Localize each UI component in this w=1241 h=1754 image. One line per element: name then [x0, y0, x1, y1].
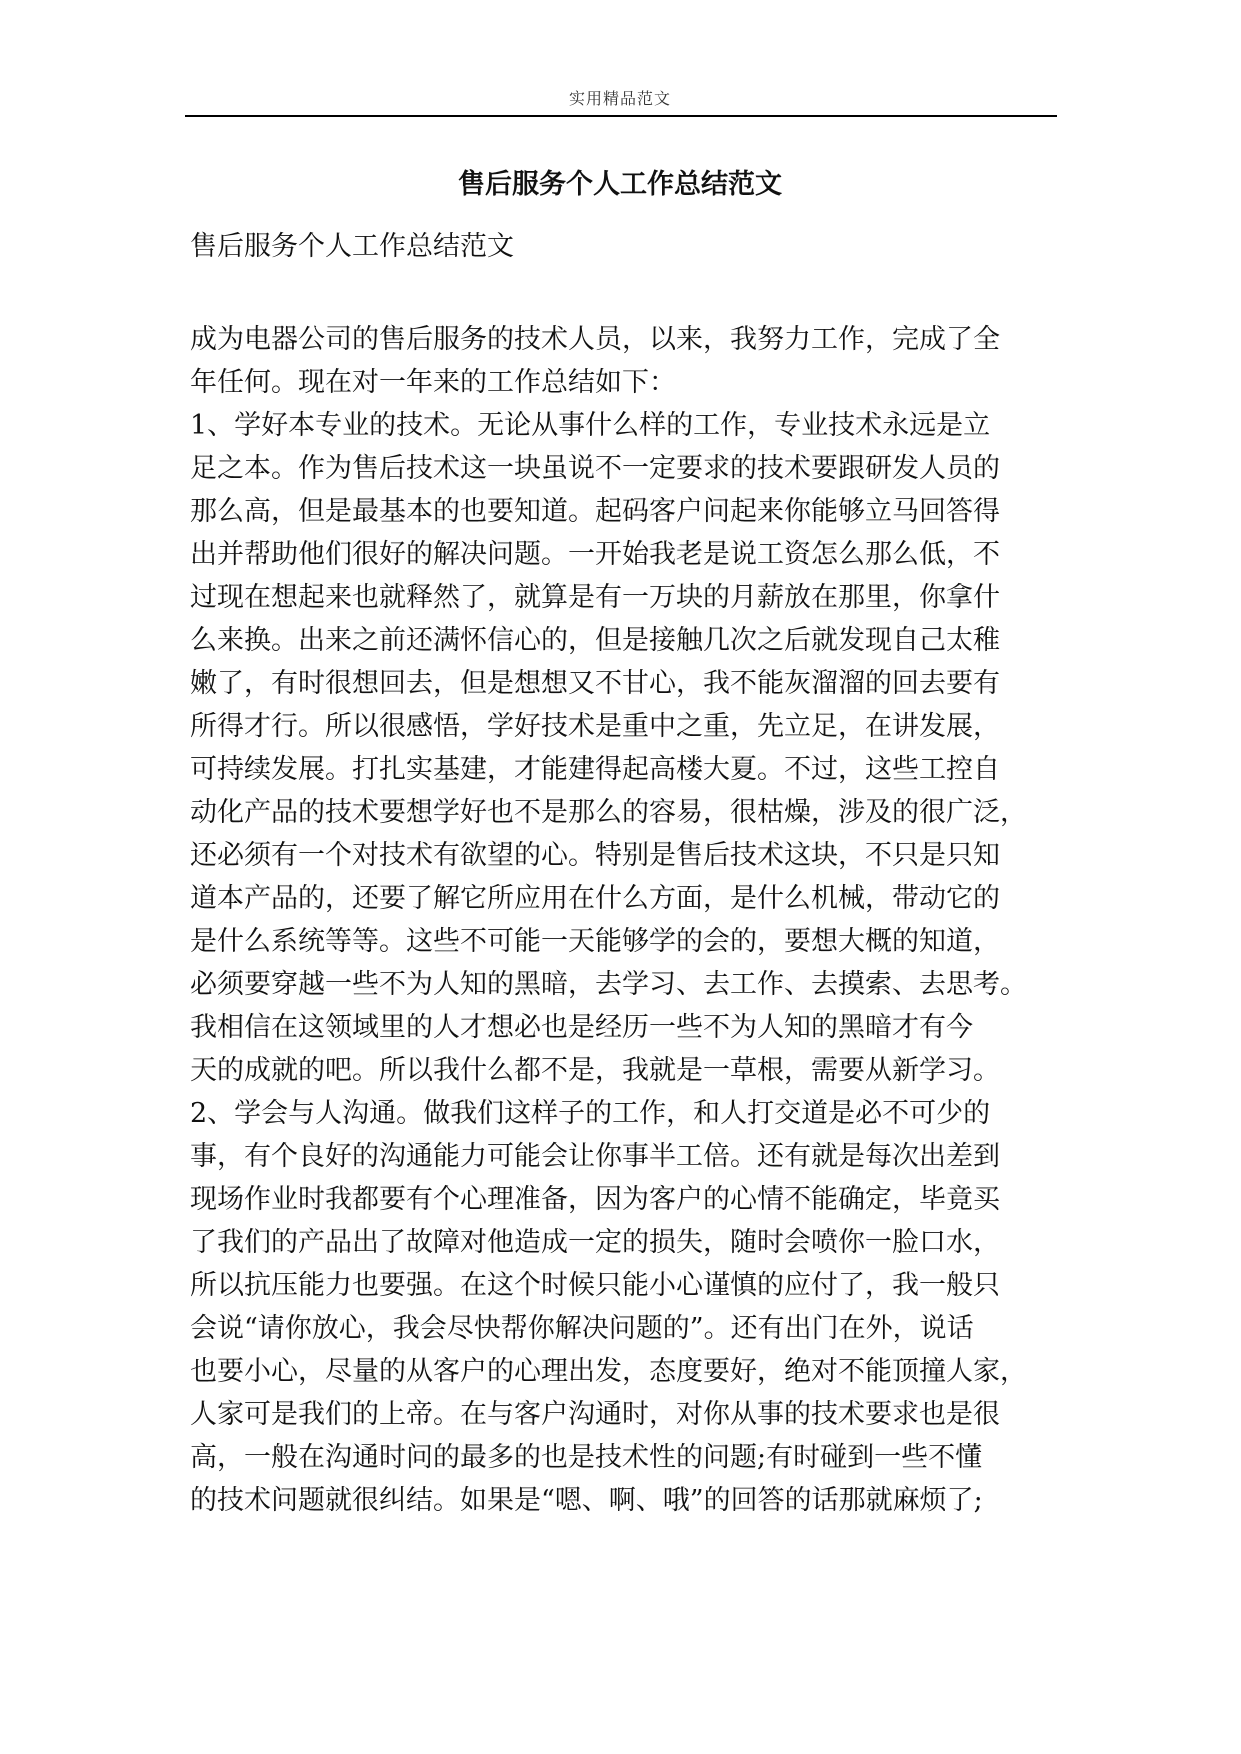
- body-line: 1、学好本专业的技术。无论从事什么样的工作，专业技术永远是立: [190, 410, 991, 441]
- document-title: 售后服务个人工作总结范文: [458, 169, 782, 200]
- body-line: 还必须有一个对技术有欲望的心。特别是售后技术这块，不只是只知: [190, 840, 1000, 871]
- body-line: 会说“请你放心，我会尽快帮你解决问题的”。还有出门在外，说话: [190, 1313, 974, 1344]
- header-divider: [185, 115, 1057, 117]
- body-line: 事，有个良好的沟通能力可能会让你事半工倍。还有就是每次出差到: [190, 1141, 1000, 1172]
- body-line: 必须要穿越一些不为人知的黑暗，去学习、去工作、去摸索、去思考。: [190, 969, 1027, 1000]
- body-line: 的技术问题就很纠结。如果是“嗯、啊、哦”的回答的话那就麻烦了;: [190, 1485, 983, 1516]
- body-line: 年任何。现在对一年来的工作总结如下：: [190, 367, 676, 398]
- body-line: 道本产品的，还要了解它所应用在什么方面，是什么机械，带动它的: [190, 883, 1000, 914]
- document-subtitle: 售后服务个人工作总结范文: [190, 231, 514, 262]
- body-line: 过现在想起来也就释然了，就算是有一万块的月薪放在那里，你拿什: [190, 582, 1000, 613]
- body-line: 也要小心，尽量的从客户的心理出发，态度要好，绝对不能顶撞人家，: [190, 1356, 1027, 1387]
- body-line: 所得才行。所以很感悟，学好技术是重中之重，先立足，在讲发展，: [190, 711, 1000, 742]
- body-line: 可持续发展。打扎实基建，才能建得起高楼大夏。不过，这些工控自: [190, 754, 1000, 785]
- body-line: 足之本。作为售后技术这一块虽说不一定要求的技术要跟研发人员的: [190, 453, 1000, 484]
- body-line: 动化产品的技术要想学好也不是那么的容易，很枯燥，涉及的很广泛，: [190, 797, 1027, 828]
- body-line: 所以抗压能力也要强。在这个时候只能小心谨慎的应付了，我一般只: [190, 1270, 1000, 1301]
- body-line: 我相信在这领域里的人才想必也是经历一些不为人知的黑暗才有今: [190, 1012, 973, 1043]
- body-line: 出并帮助他们很好的解决问题。一开始我老是说工资怎么那么低，不: [190, 539, 1000, 570]
- body-line: 么来换。出来之前还满怀信心的，但是接触几次之后就发现自己太稚: [190, 625, 1000, 656]
- body-line: 成为电器公司的售后服务的技术人员，以来，我努力工作，完成了全: [190, 324, 1000, 355]
- body-line: 天的成就的吧。所以我什么都不是，我就是一草根，需要从新学习。: [190, 1055, 1000, 1086]
- body-line: 2、学会与人沟通。做我们这样子的工作，和人打交道是必不可少的: [190, 1098, 991, 1129]
- page-header: 实用精品范文: [568, 89, 671, 108]
- body-line: 现场作业时我都要有个心理准备，因为客户的心情不能确定，毕竟买: [190, 1184, 1000, 1215]
- body-line: 嫩了，有时很想回去，但是想想又不甘心，我不能灰溜溜的回去要有: [190, 668, 1000, 699]
- body-line: 人家可是我们的上帝。在与客户沟通时，对你从事的技术要求也是很: [190, 1399, 1000, 1430]
- body-line: 那么高，但是最基本的也要知道。起码客户问起来你能够立马回答得: [190, 496, 1000, 527]
- body-line: 是什么系统等等。这些不可能一天能够学的会的，要想大概的知道，: [190, 926, 1000, 957]
- document-body: [190, 318, 1070, 1522]
- body-line: 高，一般在沟通时问的最多的也是技术性的问题;有时碰到一些不懂: [190, 1442, 983, 1473]
- body-line: 了我们的产品出了故障对他造成一定的损失，随时会喷你一脸口水，: [190, 1227, 1000, 1258]
